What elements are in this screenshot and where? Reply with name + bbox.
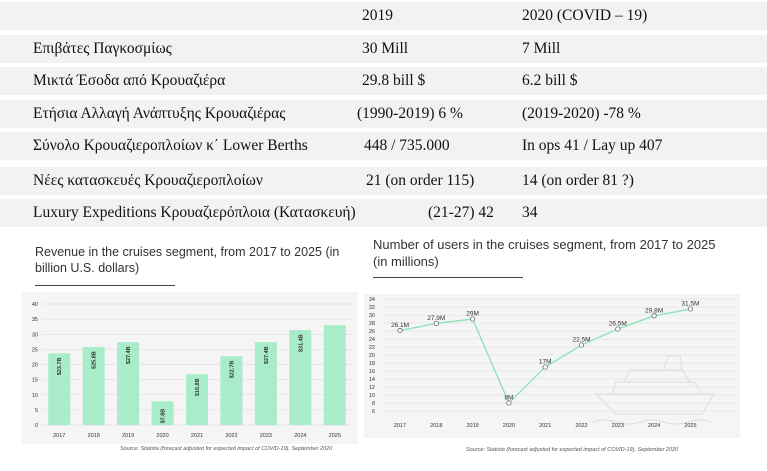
header-2020: 2020 (COVID – 19) <box>522 7 648 24</box>
x-tick-label: 2023 <box>259 433 273 439</box>
users-chart-source: Source: Statista (forecast adjusted for expected impact of COVID-19), September 2020 <box>466 447 679 453</box>
row-value-2020: (2019-2020) -78 % <box>522 105 641 122</box>
row-value-2019: 448 / 735.000 <box>364 137 450 154</box>
point-data-label: 27.9M <box>427 314 446 322</box>
y-tick-label: 20 <box>31 362 38 369</box>
y-tick-label: 16 <box>368 369 375 375</box>
row-label: Luxury Expeditions Κρουαζιερόπλοια (Κατασκευή) <box>33 204 356 221</box>
y-tick-label: 6 <box>371 409 375 415</box>
point-data-label: 26.1M <box>390 322 410 330</box>
y-tick-label: 0 <box>34 423 38 429</box>
x-tick-label: 2020 <box>156 433 169 439</box>
point-data-label: 17M <box>538 358 552 366</box>
header-2019: 2019 <box>362 7 393 24</box>
y-tick-label: 22 <box>368 345 375 351</box>
row-value-2020: 6.2 bill $ <box>522 72 578 89</box>
x-tick-label: 2022 <box>575 423 588 429</box>
y-tick-label: 35 <box>31 317 38 324</box>
point-data-label: 22.5M <box>572 336 591 344</box>
bar-data-label: $27.4B <box>263 346 270 365</box>
row-value-2019: (21-27) 42 <box>428 204 494 221</box>
x-tick-label: 2018 <box>430 423 443 429</box>
table-row <box>0 132 767 160</box>
y-tick-label: 32 <box>368 305 375 311</box>
point-data-label: 29.8M <box>645 307 664 315</box>
y-tick-label: 30 <box>31 332 38 339</box>
row-value-2019: (1990-2019) 6 % <box>357 105 463 122</box>
y-tick-label: 40 <box>31 302 38 308</box>
point-data-label: 26.5M <box>608 320 627 328</box>
row-value-2019: 21 (on order 115) <box>366 172 475 189</box>
users-title-underline <box>373 277 523 278</box>
y-tick-label: 15 <box>31 377 38 384</box>
revenue-title-underline <box>35 285 175 286</box>
x-tick-label: 2025 <box>684 423 697 429</box>
y-tick-label: 20 <box>368 353 375 359</box>
bar-data-label: $23.7B <box>57 357 64 376</box>
x-tick-label: 2024 <box>294 433 307 439</box>
table-row <box>0 199 767 227</box>
x-tick-label: 2022 <box>225 433 238 439</box>
point-data-label: 31.5M <box>681 300 700 308</box>
y-tick-label: 25 <box>31 347 38 354</box>
users-line-chart <box>364 294 740 438</box>
x-tick-label: 2021 <box>190 433 204 439</box>
x-tick-label: 2017 <box>53 433 66 439</box>
users-chart-background <box>364 294 740 438</box>
row-label: Ετήσια Αλλαγή Ανάπτυξης Κρουαζιέρας <box>33 105 286 122</box>
y-tick-label: 18 <box>368 361 375 367</box>
x-tick-label: 2017 <box>393 423 407 429</box>
y-tick-label: 14 <box>368 377 375 383</box>
row-label: Σύνολο Κρουαζιεροπλοίων κ΄ Lower Berths <box>33 137 308 154</box>
row-value-2020: 7 Mill <box>522 40 561 57</box>
revenue-chart-title: Revenue in the cruises segment, from 2017 to 2025 (in billion U.S. dollars) <box>35 245 340 275</box>
y-tick-label: 28 <box>368 321 375 327</box>
table-row <box>0 35 767 63</box>
y-tick-label: 5 <box>34 407 38 414</box>
row-value-2020: 34 <box>522 204 538 221</box>
table-row <box>0 100 767 128</box>
bar-data-label: $16.8B <box>195 378 201 397</box>
row-value-2020: In ops 41 / Lay up 407 <box>522 137 663 154</box>
row-label: Νέες κατασκευές Κρουαζιεροπλοίων <box>33 172 263 189</box>
x-tick-label: 2019 <box>466 423 479 429</box>
revenue-chart-source: Source: Statista (forecast adjusted for expected impact of COVID-19), September 2020 <box>120 446 333 452</box>
x-tick-label: 2018 <box>87 433 100 439</box>
row-label: Επιβάτες Παγκοσμίως <box>33 40 172 57</box>
x-tick-label: 2020 <box>502 423 516 429</box>
x-tick-label: 2025 <box>328 433 341 439</box>
row-value-2019: 30 Mill <box>362 40 409 57</box>
bar-data-label: $25.8B <box>91 351 98 369</box>
point-data-label: 8M <box>504 394 514 402</box>
y-tick-label: 10 <box>368 393 375 399</box>
y-tick-label: 10 <box>31 392 38 399</box>
y-tick-label: 34 <box>368 297 375 303</box>
users-chart-title: Number of users in the cruises segment, from 2017 to 2025 (in millions) <box>373 237 716 269</box>
bar-data-label: $22.7B <box>229 360 236 379</box>
table-row <box>0 67 767 95</box>
y-tick-label: 30 <box>368 313 375 319</box>
row-value-2019: 29.8 bill $ <box>362 72 426 89</box>
bar <box>324 325 346 425</box>
table-row <box>0 167 767 195</box>
y-tick-label: 24 <box>368 337 375 343</box>
point-data-label: 29M <box>466 310 479 318</box>
x-tick-label: 2024 <box>647 423 661 429</box>
revenue-bar-chart <box>22 292 358 444</box>
bar-data-label: $27.4B <box>126 346 133 365</box>
x-tick-label: 2021 <box>539 423 552 429</box>
x-tick-label: 2019 <box>121 433 135 439</box>
y-tick-label: 8 <box>371 401 375 407</box>
row-value-2020: 14 (on order 81 ?) <box>522 172 634 189</box>
y-tick-label: 12 <box>368 385 375 391</box>
row-label: Μικτά Έσοδα από Κρουαζιέρα <box>33 72 226 89</box>
y-tick-label: 26 <box>368 329 375 335</box>
bar-data-label: $7.8B <box>160 408 167 424</box>
table-header-row <box>0 2 767 30</box>
bar-data-label: $31.4B <box>298 334 305 353</box>
x-tick-label: 2023 <box>611 423 624 429</box>
